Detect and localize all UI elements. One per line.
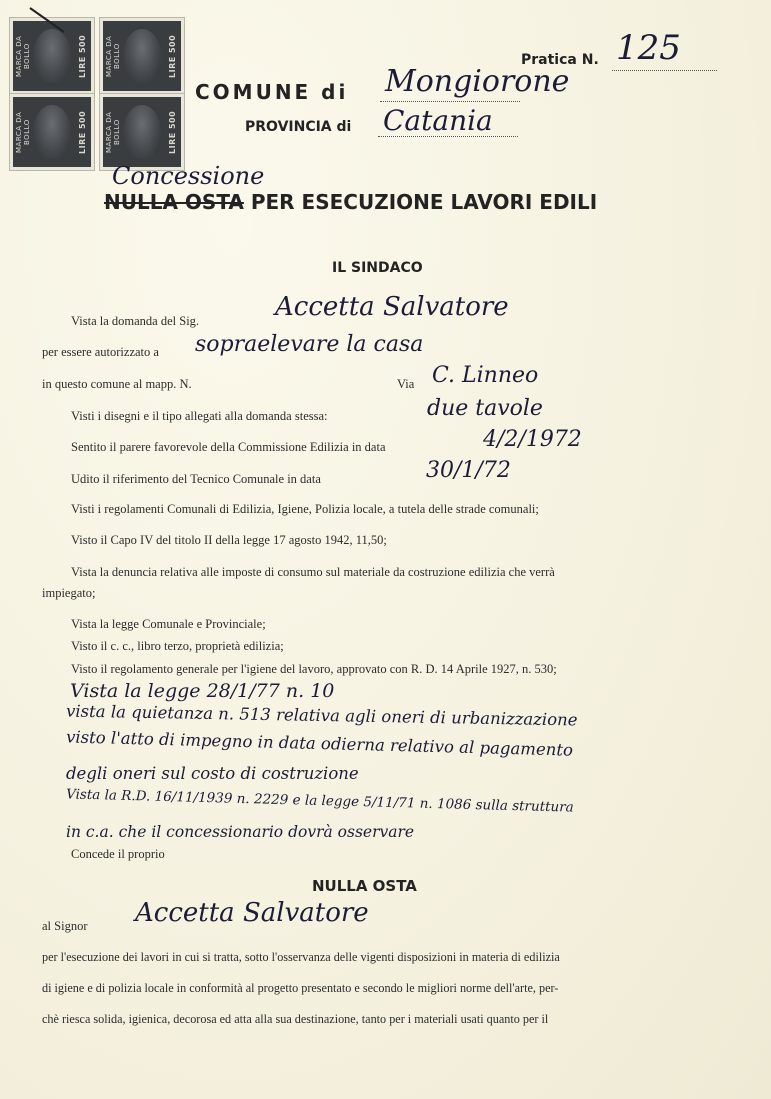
stamp-value: LIRE 500 [168,34,177,78]
text-line: Visto il Capo IV del titolo II della legge 17 agosto 1942, 11,50; [71,533,387,547]
handwritten-street: C. Linneo [432,363,539,388]
pratica-label: Pratica N. [521,52,599,68]
text-line: di igiene e di polizia locale in conformità al progetto presentato e secondo le migliori norme dell'arte, per- [42,981,559,995]
via-label: Via [397,377,415,391]
stamp-text: MARCA DA BOLLO [15,111,31,153]
title-struck-text: NULLA OSTA [104,190,244,214]
stamp-value: LIRE 500 [168,110,177,154]
stamp-text: MARCA DA BOLLO [15,35,31,77]
text-line: Sentito il parere favorevole della Commissione Edilizia in data [71,440,386,454]
handwritten-date-technician: 30/1/72 [426,458,511,483]
stamp-value: LIRE 500 [78,110,87,154]
revenue-stamp [10,94,94,170]
comune-dotted-line [380,101,520,102]
stamp-portrait-icon [123,29,161,83]
text-line: Visti i disegni e il tipo allegati alla domanda stessa: [71,409,328,423]
title-text: PER ESECUZIONE LAVORI EDILI [250,190,598,214]
document-title [104,190,597,214]
provincia-dotted-line [378,136,518,137]
text-line: Concede il proprio [71,847,165,861]
pratica-dotted-line [612,70,717,71]
handwritten-recipient: Accetta Salvatore [135,898,369,928]
comune-label: COMUNE di [195,80,349,104]
revenue-stamp [100,94,184,170]
stamp-portrait-icon [123,105,161,159]
text-line: per essere autorizzato a [42,345,159,359]
handwritten-line: in c.a. che il concessionario dovrà osservare [66,823,415,841]
comune-name: Mongiorone [385,64,570,99]
handwritten-drawings: due tavole [427,396,543,421]
text-line: chè riesca solida, igienica, decorosa ed atta alla sua destinazione, tanto per i materiali usati quanto per il [42,1012,549,1026]
text-line: Udito il riferimento del Tecnico Comunale in data [71,472,321,486]
stamp-value: LIRE 500 [78,34,87,78]
text-line: Visti i regolamenti Comunali di Edilizia, Igiene, Polizia locale, a tutela delle strade comunali; [71,502,539,516]
text-line: Visto il c. c., libro terzo, proprietà edilizia; [71,639,284,653]
handwritten-date-commission: 4/2/1972 [483,427,582,452]
handwritten-line: Vista la legge 28/1/77 n. 10 [70,680,335,702]
provincia-label: PROVINCIA di [245,119,352,135]
text-line: Visto il regolamento generale per l'igiene del lavoro, approvato con R. D. 14 Aprile 1927, n. 530; [71,662,557,676]
provincia-name: Catania [383,104,493,137]
handwritten-line: visto l'atto di impegno in data odierna relativo al pagamento [65,727,574,760]
stamp-portrait-icon [33,105,71,159]
text-line: al Signor [42,919,88,933]
revenue-stamp [100,18,184,94]
stamp-text: MARCA DA BOLLO [105,35,121,77]
sindaco-heading: IL SINDACO [332,260,423,276]
text-line: in questo comune al mapp. N. [42,377,192,391]
handwritten-purpose: sopraelevare la casa [195,332,424,357]
text-line: Vista la domanda del Sig. [71,314,200,328]
handwritten-line: degli oneri sul costo di costruzione [66,764,359,783]
stamp-text: MARCA DA BOLLO [105,111,121,153]
handwritten-line: vista la quietanza n. 513 relativa agli oneri di urbanizzazione [65,701,578,730]
text-line: Vista la denuncia relativa alle imposte di consumo sul materiale da costruzione edilizia che verrà [71,565,555,579]
stamp-portrait-icon [33,29,71,83]
text-line: Vista la legge Comunale e Provinciale; [71,617,266,631]
handwritten-applicant: Accetta Salvatore [275,292,509,322]
handwritten-line: Vista la R.D. 16/11/1939 n. 2229 e la legge 5/11/71 n. 1086 sulla struttura [65,786,574,816]
text-line: impiegato; [42,586,96,600]
title-correction: Concessione [112,162,265,190]
nulla-osta-heading: NULLA OSTA [312,877,417,895]
pratica-number: 125 [616,28,681,68]
pen-stroke-icon [28,6,68,36]
text-line: per l'esecuzione dei lavori in cui si tratta, sotto l'osservanza delle vigenti disposizioni in materia di edilizia [42,950,560,964]
